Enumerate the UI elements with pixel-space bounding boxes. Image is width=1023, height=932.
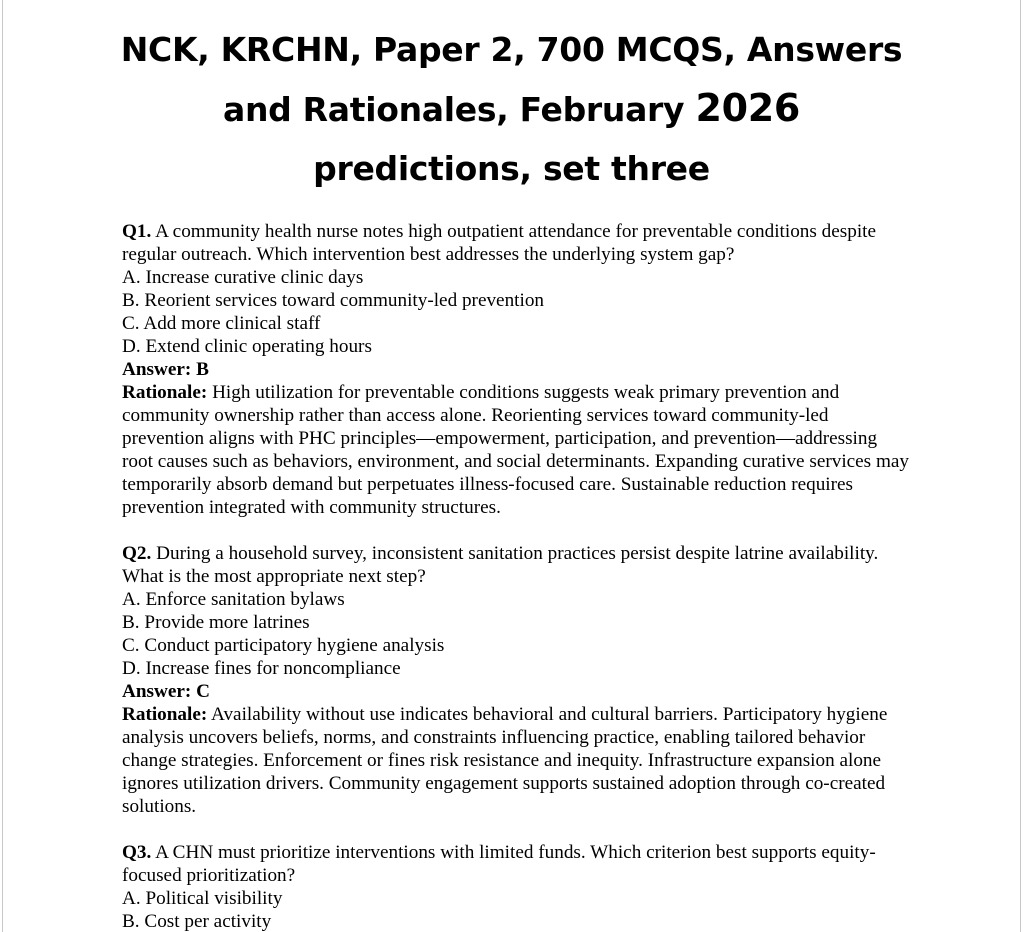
rationale-label: Rationale: bbox=[122, 704, 208, 725]
document-page bbox=[2, 0, 1021, 932]
title-line-2: and Rationales, February bbox=[222, 90, 696, 129]
option-c: C. Conduct participatory hygiene analysis bbox=[122, 635, 445, 656]
option-a: A. Increase curative clinic days bbox=[122, 267, 364, 288]
title-line-3: predictions, set three bbox=[313, 149, 710, 188]
rationale-text: High utilization for preventable conditions suggests weak primary prevention and community ownership rather than access alone. Reorienting services toward community-led prevention aligns with PHC principles—empowerment, participation, and prevention—addressing root causes such as behaviors, environment, and social determinants. Expanding curative services may temporarily absorb demand but perpetuates illness-focused care. Sustainable reduction requires prevention integrated with community structures. bbox=[122, 382, 909, 518]
rationale-label: Rationale: bbox=[122, 382, 208, 403]
document-title bbox=[3, 0, 1020, 198]
option-d: D. Increase fines for noncompliance bbox=[122, 658, 401, 679]
question-stem bbox=[122, 542, 912, 588]
question-block-2 bbox=[122, 542, 912, 818]
answer-label: Answer: bbox=[122, 359, 192, 380]
answer-label: Answer: bbox=[122, 681, 192, 702]
question-text: A community health nurse notes high outpatient attendance for preventable conditions despite regular outreach. Which intervention best addresses the underlying system gap? bbox=[122, 221, 877, 265]
option-d: D. Extend clinic operating hours bbox=[122, 336, 372, 357]
question-text: During a household survey, inconsistent sanitation practices persist despite latrine availability. What is the most appropriate next step? bbox=[122, 543, 879, 587]
question-block-1 bbox=[122, 220, 912, 519]
question-stem bbox=[122, 220, 912, 266]
option-b: B. Reorient services toward community-led prevention bbox=[122, 290, 545, 311]
option-a: A. Enforce sanitation bylaws bbox=[122, 589, 345, 610]
title-year: 2026 bbox=[695, 86, 800, 130]
answer-line bbox=[122, 680, 912, 703]
title-line-1: NCK, KRCHN, Paper 2, 700 MCQS, Answers bbox=[120, 30, 903, 69]
question-number: Q2. bbox=[122, 543, 152, 564]
rationale-paragraph bbox=[122, 703, 912, 818]
rationale-text: Availability without use indicates behavioral and cultural barriers. Participatory hygiene analysis uncovers beliefs, norms, and constraints influencing practice, enabling tailored behavior change strategies. Enforcement or fines risk resistance and inequity. Infrastructure expansion alone ignores utilization drivers. Community engagement supports sustained adoption through co-created solutions. bbox=[122, 704, 888, 817]
rationale-paragraph bbox=[122, 381, 912, 519]
question-number: Q3. bbox=[122, 842, 152, 863]
answer-line bbox=[122, 358, 912, 381]
question-block-3 bbox=[122, 841, 912, 932]
answer-value: B bbox=[196, 359, 209, 380]
question-stem bbox=[122, 841, 912, 887]
question-number: Q1. bbox=[122, 221, 152, 242]
option-c: C. Add more clinical staff bbox=[122, 313, 321, 334]
option-b: B. Provide more latrines bbox=[122, 612, 310, 633]
answer-value: C bbox=[196, 681, 210, 702]
option-a: A. Political visibility bbox=[122, 888, 283, 909]
option-b: B. Cost per activity bbox=[122, 911, 272, 932]
document-body bbox=[122, 220, 912, 932]
question-text: A CHN must prioritize interventions with limited funds. Which criterion best supports equity-focused prioritization? bbox=[122, 842, 876, 886]
